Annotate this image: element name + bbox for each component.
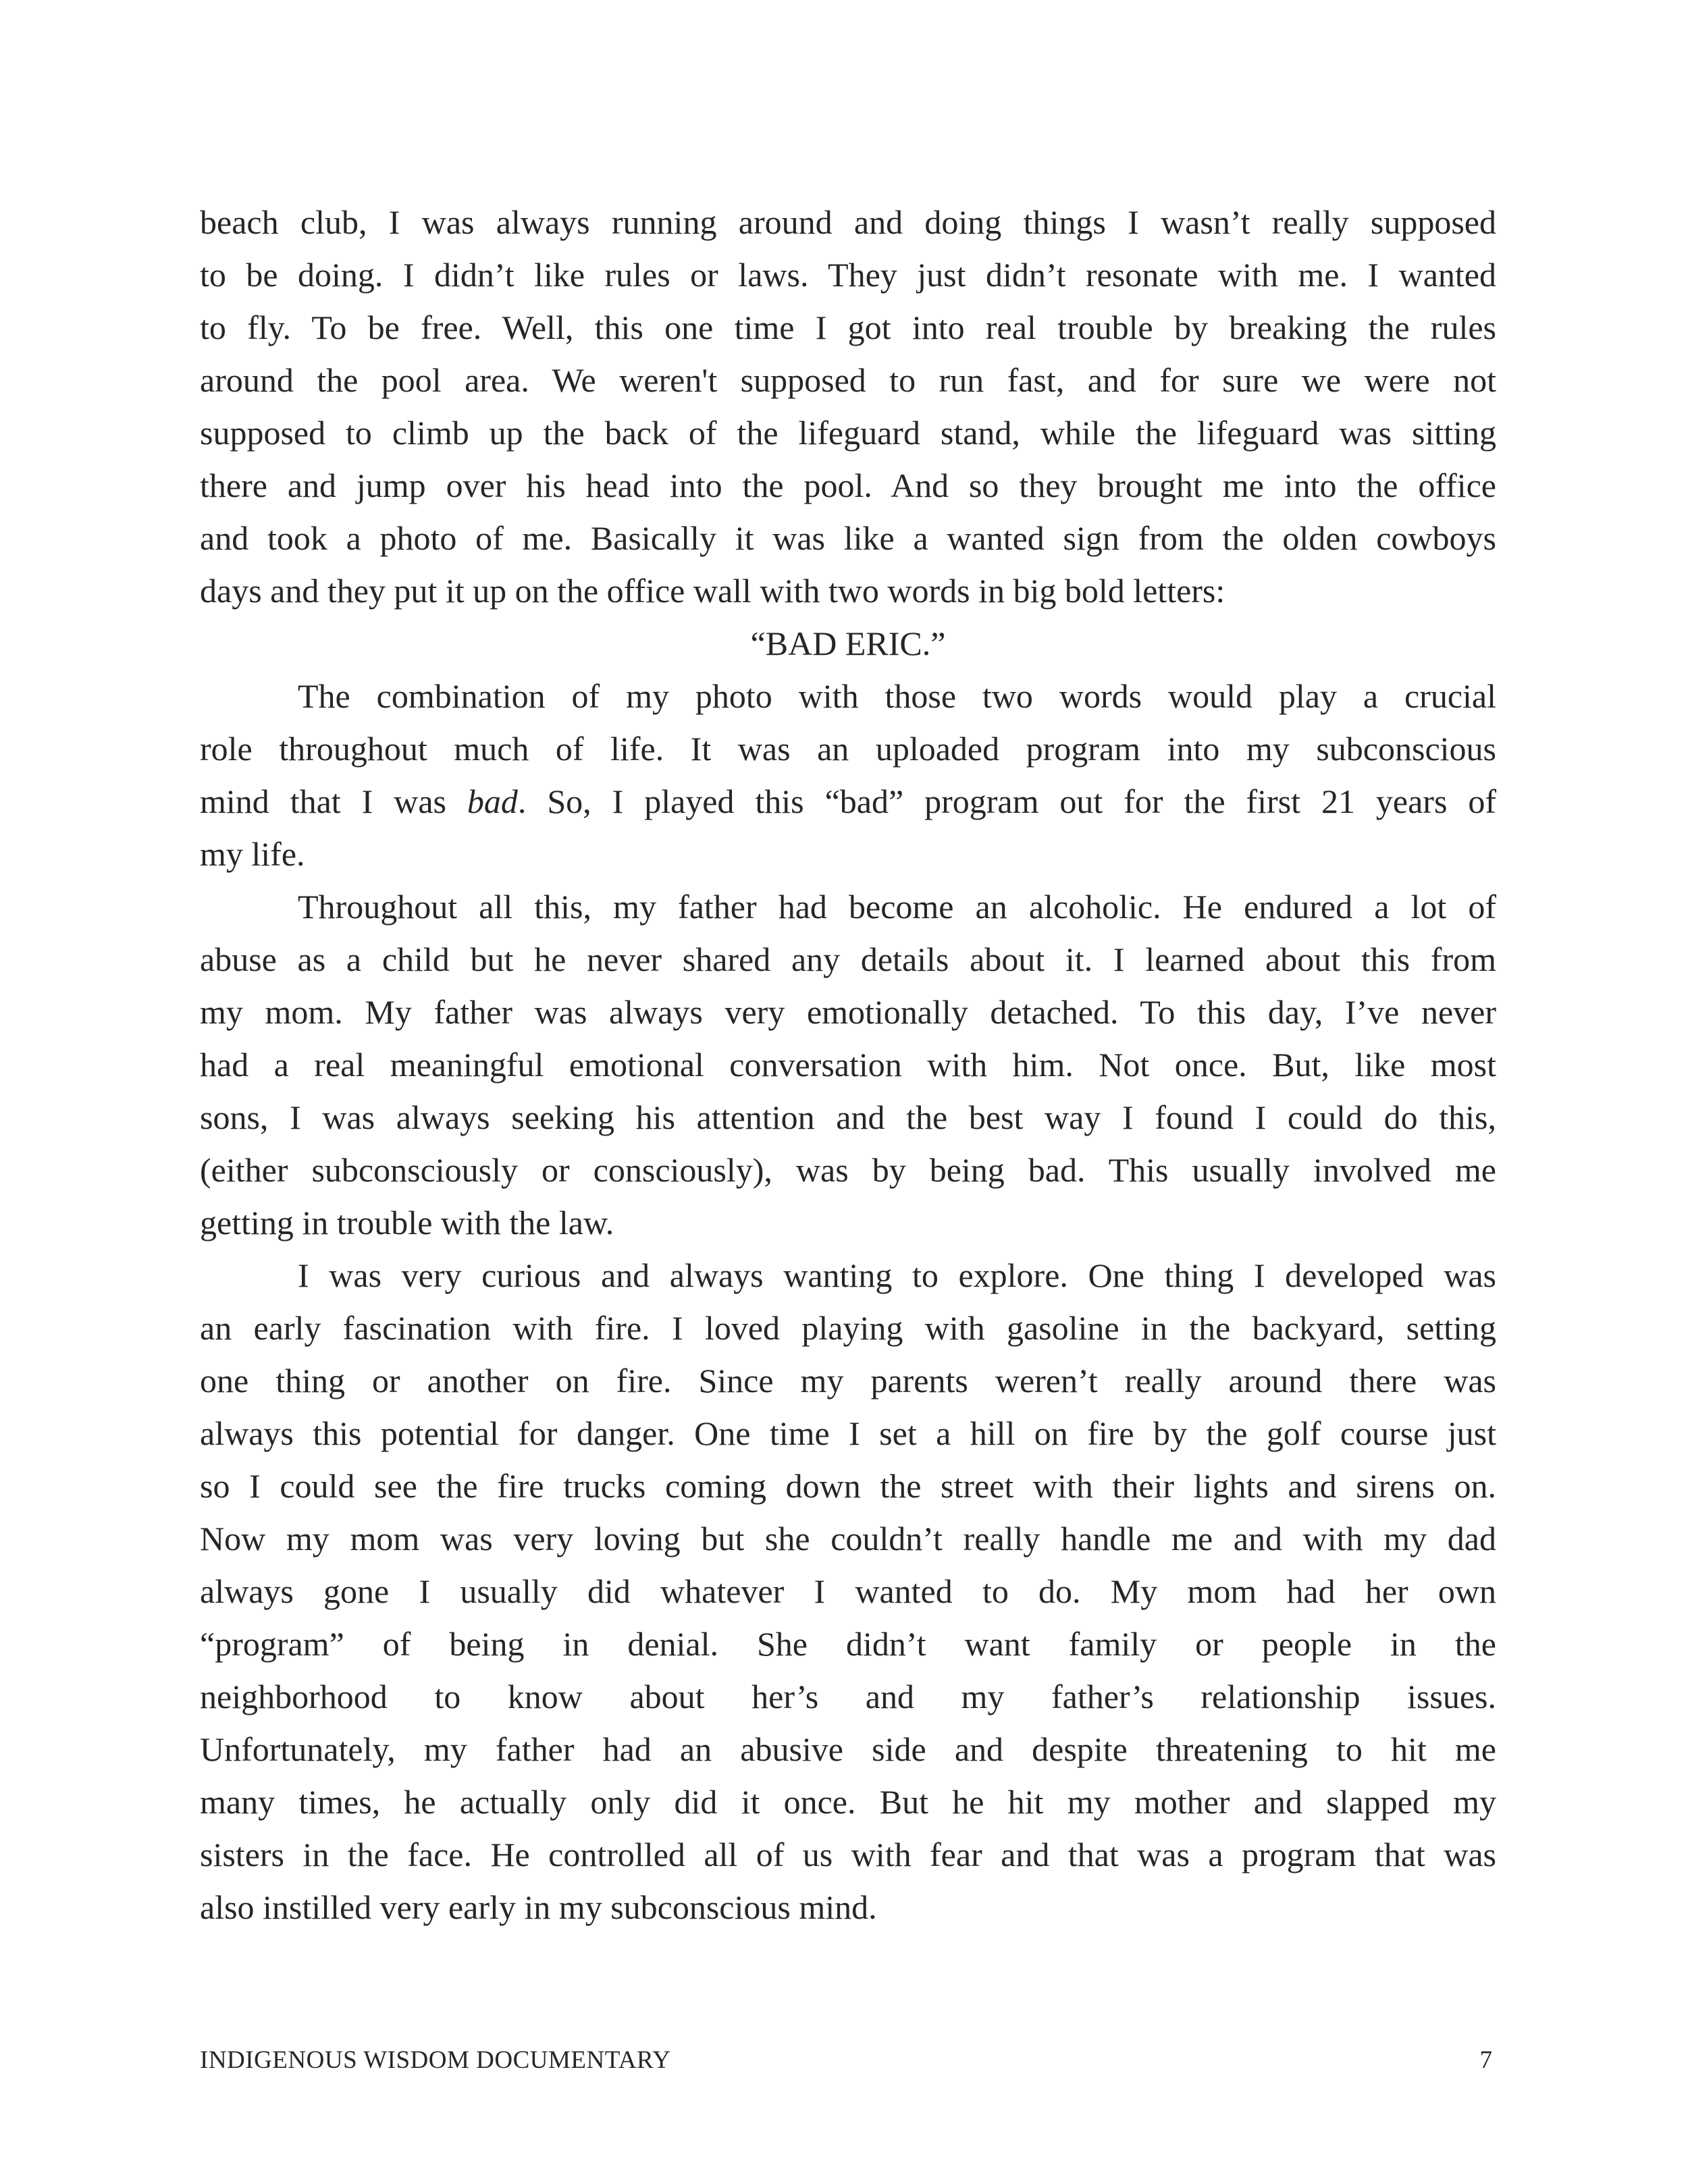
body-line-mixed	[200, 775, 1496, 828]
page-body	[200, 196, 1496, 1934]
body-line: many times, he actually only did it once. But he hit my mother and slapped my	[200, 1783, 1496, 1821]
body-line: Throughout all this, my father had become an alcoholic. He endured a lot of	[298, 888, 1496, 926]
footer-title: INDIGENOUS WISDOM DOCUMENTARY	[200, 2046, 671, 2074]
body-line: role throughout much of life. It was an uploaded program into my subconscious	[200, 730, 1496, 768]
body-line: had a real meaningful emotional conversation with him. Not once. But, like most	[200, 1046, 1496, 1084]
body-line: there and jump over his head into the pool. And so they brought me into the office	[200, 467, 1496, 504]
body-line: Unfortunately, my father had an abusive side and despite threatening to hit me	[200, 1730, 1496, 1768]
body-line: abuse as a child but he never shared any details about it. I learned about this from	[200, 940, 1496, 978]
body-line: to be doing. I didn’t like rules or laws. They just didn’t resonate with me. I wanted	[200, 256, 1496, 294]
body-line: always gone I usually did whatever I wanted to do. My mom had her own	[200, 1572, 1496, 1610]
body-line: (either subconsciously or consciously), was by being bad. This usually involved me	[200, 1151, 1496, 1189]
body-line: one thing or another on fire. Since my parents weren’t really around there was	[200, 1362, 1496, 1400]
body-line: sons, I was always seeking his attention and the best way I found I could do this,	[200, 1098, 1496, 1136]
body-line: my life.	[200, 835, 305, 873]
body-line: to fly. To be free. Well, this one time I got into real trouble by breaking the rules	[200, 309, 1496, 346]
page-number: 7	[1479, 2046, 1492, 2074]
body-line: days and they put it up on the office wall with two words in big bold letters:	[200, 572, 1225, 610]
body-line: I was very curious and always wanting to explore. One thing I developed was	[298, 1256, 1496, 1294]
body-line: neighborhood to know about her’s and my father’s relationship issues.	[200, 1678, 1496, 1715]
body-line-end: . So, I played this “bad” program out for the first 21 years of	[517, 782, 1496, 820]
body-line: and took a photo of me. Basically it was like a wanted sign from the olden cowboys	[200, 519, 1496, 557]
body-line: so I could see the fire trucks coming down the street with their lights and sirens on.	[200, 1467, 1496, 1505]
body-line: sisters in the face. He controlled all of us with fear and that was a program that was	[200, 1836, 1496, 1873]
body-line: beach club, I was always running around and doing things I wasn’t really supposed	[200, 203, 1496, 241]
body-line-start: mind that I was	[200, 782, 467, 820]
body-line: around the pool area. We weren't supposed to run fast, and for sure we were not	[200, 361, 1496, 399]
body-line: always this potential for danger. One time I set a hill on fire by the golf course just	[200, 1414, 1496, 1452]
body-line: Now my mom was very loving but she couldn’t really handle me and with my dad	[200, 1520, 1496, 1557]
body-line: also instilled very early in my subconscious mind.	[200, 1888, 877, 1926]
body-line: my mom. My father was always very emotionally detached. To this day, I’ve never	[200, 993, 1496, 1031]
italic-word: bad	[467, 782, 518, 820]
body-line: getting in trouble with the law.	[200, 1204, 614, 1242]
body-line: supposed to climb up the back of the lifeguard stand, while the lifeguard was sitting	[200, 414, 1496, 452]
body-line: “program” of being in denial. She didn’t want family or people in the	[200, 1625, 1496, 1663]
body-line: an early fascination with fire. I loved playing with gasoline in the backyard, setting	[200, 1309, 1496, 1347]
sign-heading: “BAD ERIC.”	[750, 624, 946, 662]
body-line: The combination of my photo with those two words would play a crucial	[298, 677, 1496, 715]
